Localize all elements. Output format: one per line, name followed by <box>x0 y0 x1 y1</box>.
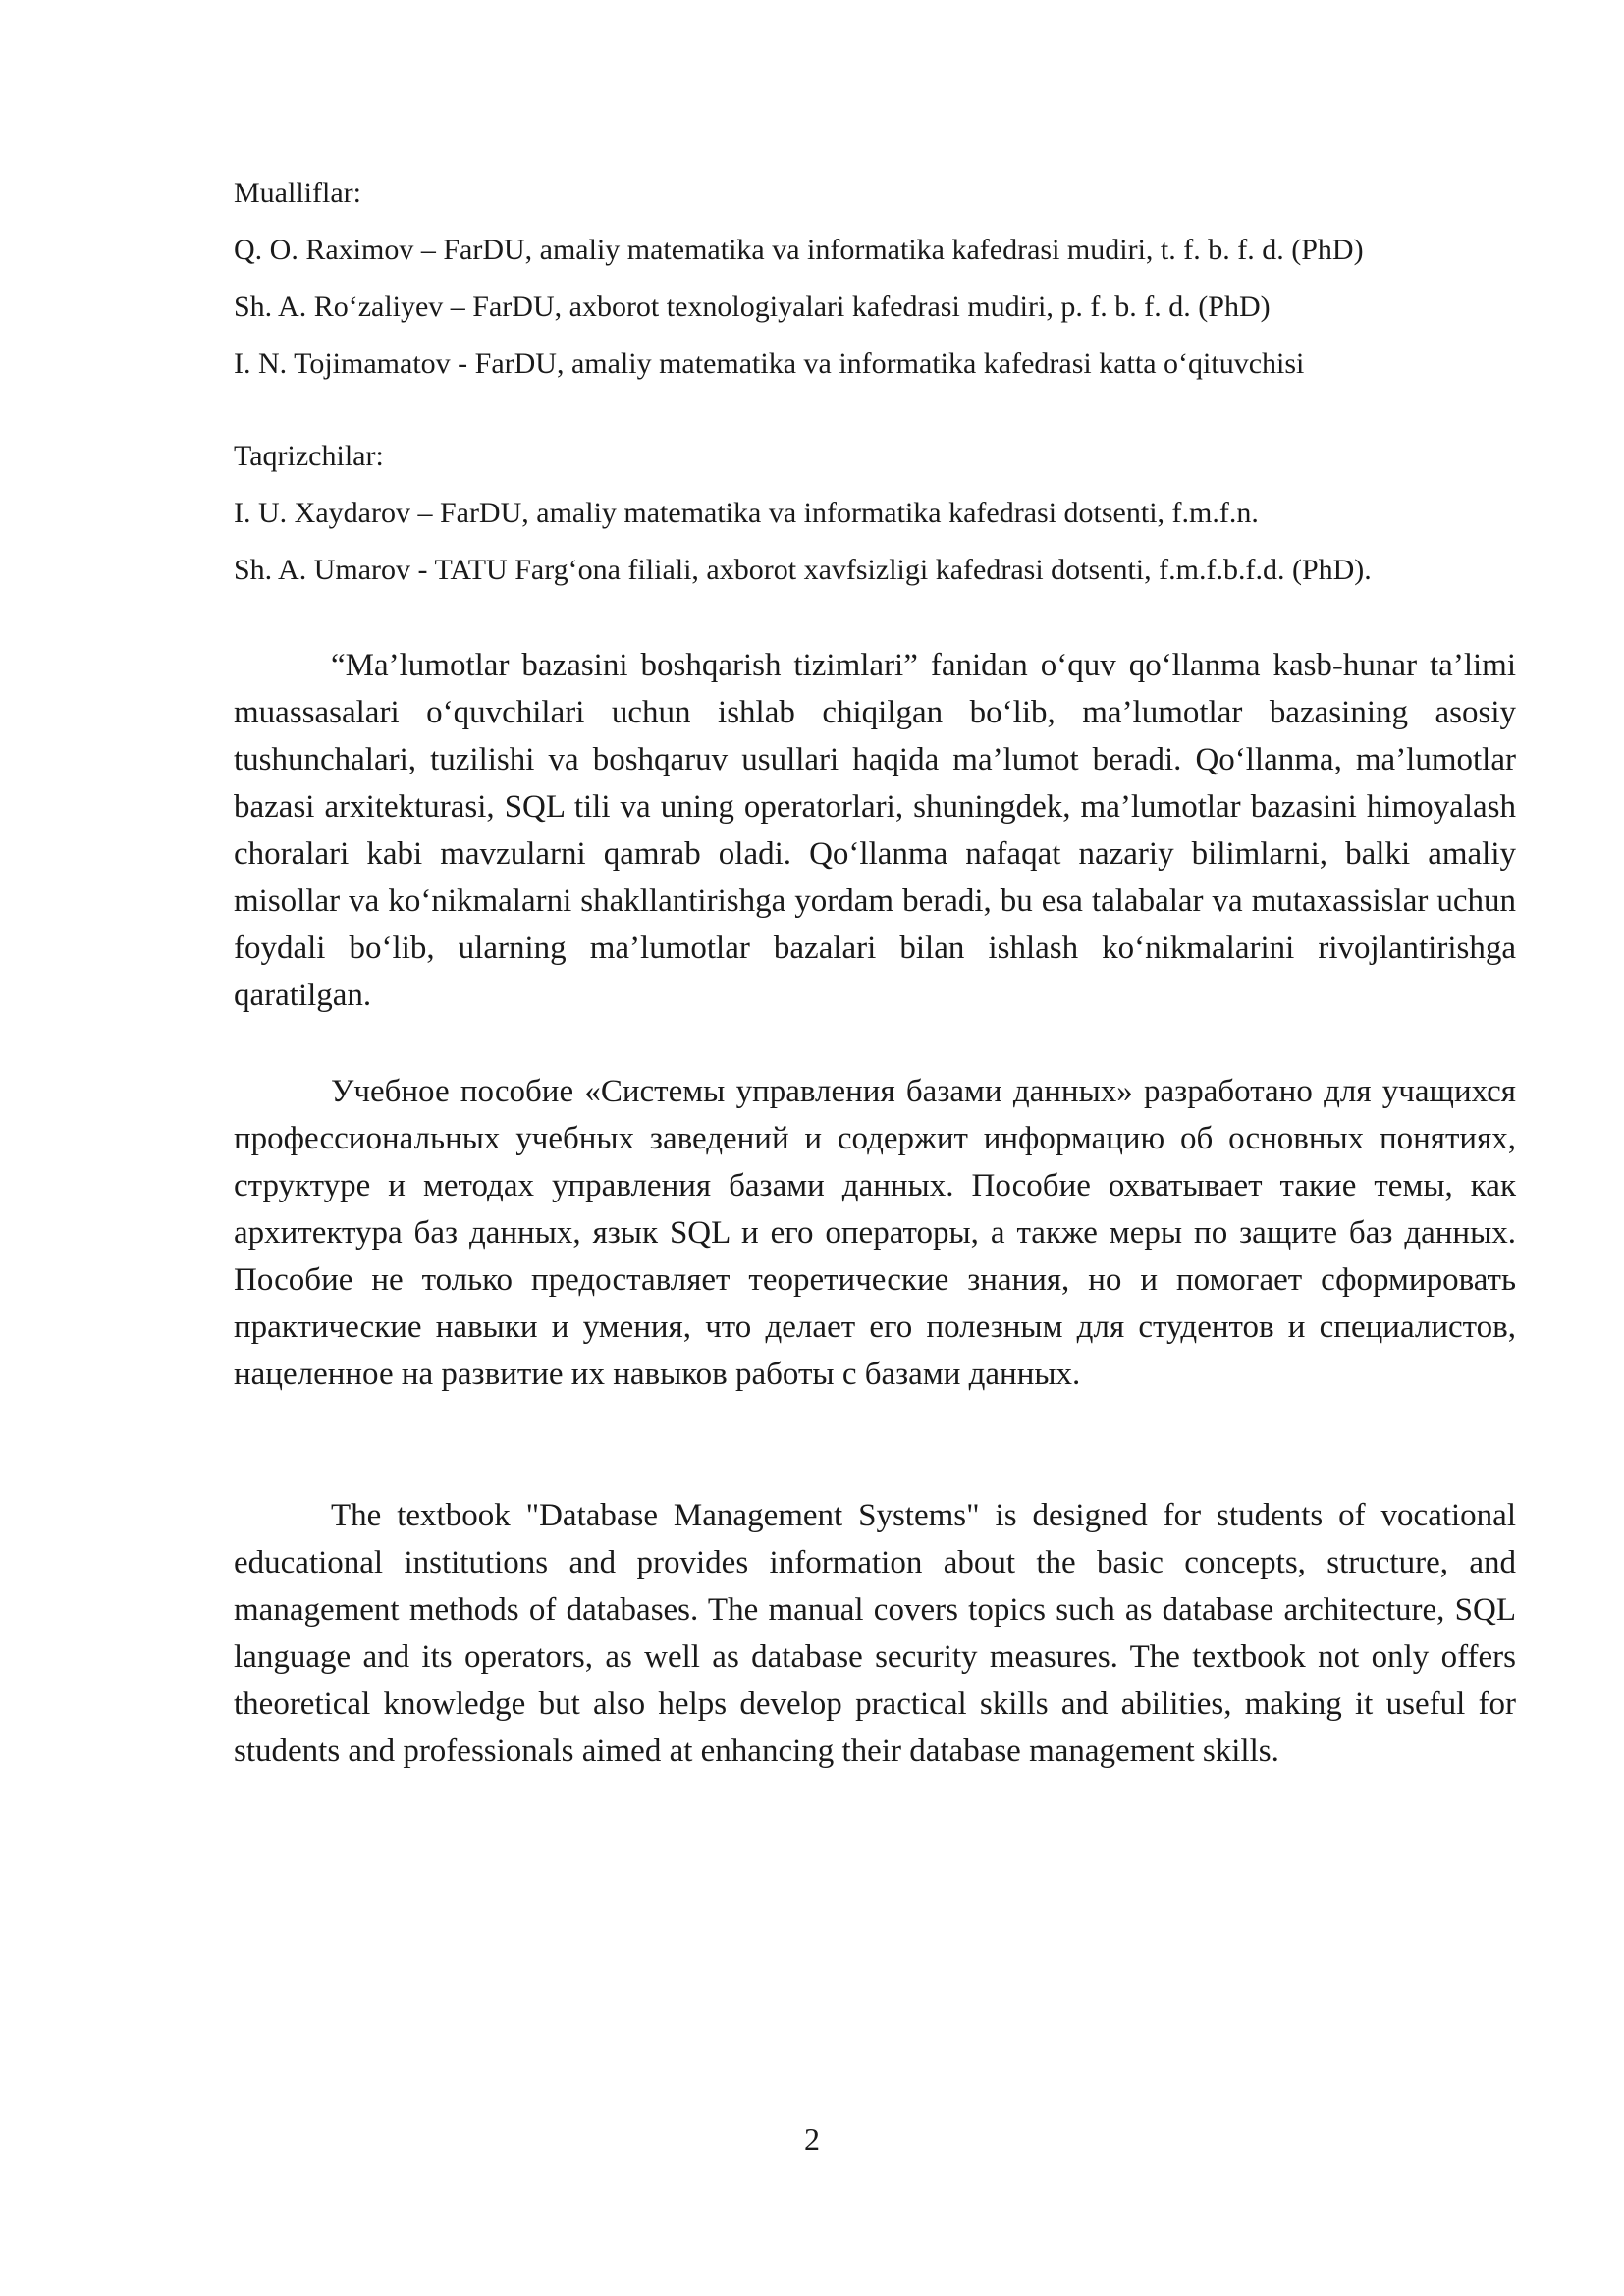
author-line: Q. O. Raximov – FarDU, amaliy matematika va informatika kafedrasi mudiri, t. f. b. f. d. (PhD) <box>234 234 1364 266</box>
abstract-russian: Учебное пособие «Системы управления базами данных» разработано для учащихся профессиональных учебных заведений и содержит информацию об основных понятиях, структуре и методах управления базами данных. Пособие охватывает такие темы, как архитектура баз данных, язык SQL и его операторы, а также меры по защите баз данных. Пособие не только предоставляет теоретические знания, но и помогает сформировать практические навыки и умения, что делает его полезным для студентов и специалистов, нацеленное на развитие их навыков работы с базами данных. <box>234 1074 1516 1392</box>
author-line: I. N. Tojimamatov - FarDU, amaliy matematika va informatika kafedrasi katta o‘qituvchisi <box>234 347 1305 380</box>
reviewers-heading: Taqrizchilar: <box>234 440 384 472</box>
page-number: 2 <box>804 2121 820 2157</box>
authors-heading: Mualliflar: <box>234 177 361 209</box>
reviewer-line: I. U. Xaydarov – FarDU, amaliy matematika va informatika kafedrasi dotsenti, f.m.f.n. <box>234 497 1259 529</box>
author-line: Sh. A. Ro‘zaliyev – FarDU, axborot texnologiyalari kafedrasi mudiri, p. f. b. f. d. (PhD) <box>234 291 1271 323</box>
reviewers-section <box>234 428 1516 599</box>
abstract-uzbek: “Ma’lumotlar bazasini boshqarish tizimlari” fanidan o‘quv qo‘llanma kasb-hunar ta’limi muassasalari o‘quvchilari uchun ishlab chiqilgan bo‘lib, ma’lumotlar bazasining asosiy tushunchalari, tuzilishi va boshqaruv usullari haqida ma’lumot beradi. Qo‘llanma, ma’lumotlar bazasi arxitekturasi, SQL tili va uning operatorlari, shuningdek, ma’lumotlar bazasini himoyalash choralari kabi mavzularni qamrab oladi. Qo‘llanma nafaqat nazariy bilimlarni, balki amaliy misollar va ko‘nikmalarni shakllantirishga yordam beradi, bu esa talabalar va mutaxassislar uchun foydali bo‘lib, ularning ma’lumotlar bazalari bilan ishlash ko‘nikmalarini rivojlantirishga qaratilgan. <box>234 648 1516 1013</box>
reviewer-line: Sh. A. Umarov - TATU Farg‘ona filiali, axborot xavfsizligi kafedrasi dotsenti, f.m.f.b.f.d. (PhD). <box>234 554 1372 586</box>
authors-section <box>234 165 1516 393</box>
abstract-english: The textbook "Database Management Systems" is designed for students of vocational educational institutions and provides information about the basic concepts, structure, and management methods of databases. The manual covers topics such as database architecture, SQL language and its operators, as well as database security measures. The textbook not only offers theoretical knowledge but also helps develop practical skills and abilities, making it useful for students and professionals aimed at enhancing their database management skills. <box>234 1498 1516 1769</box>
